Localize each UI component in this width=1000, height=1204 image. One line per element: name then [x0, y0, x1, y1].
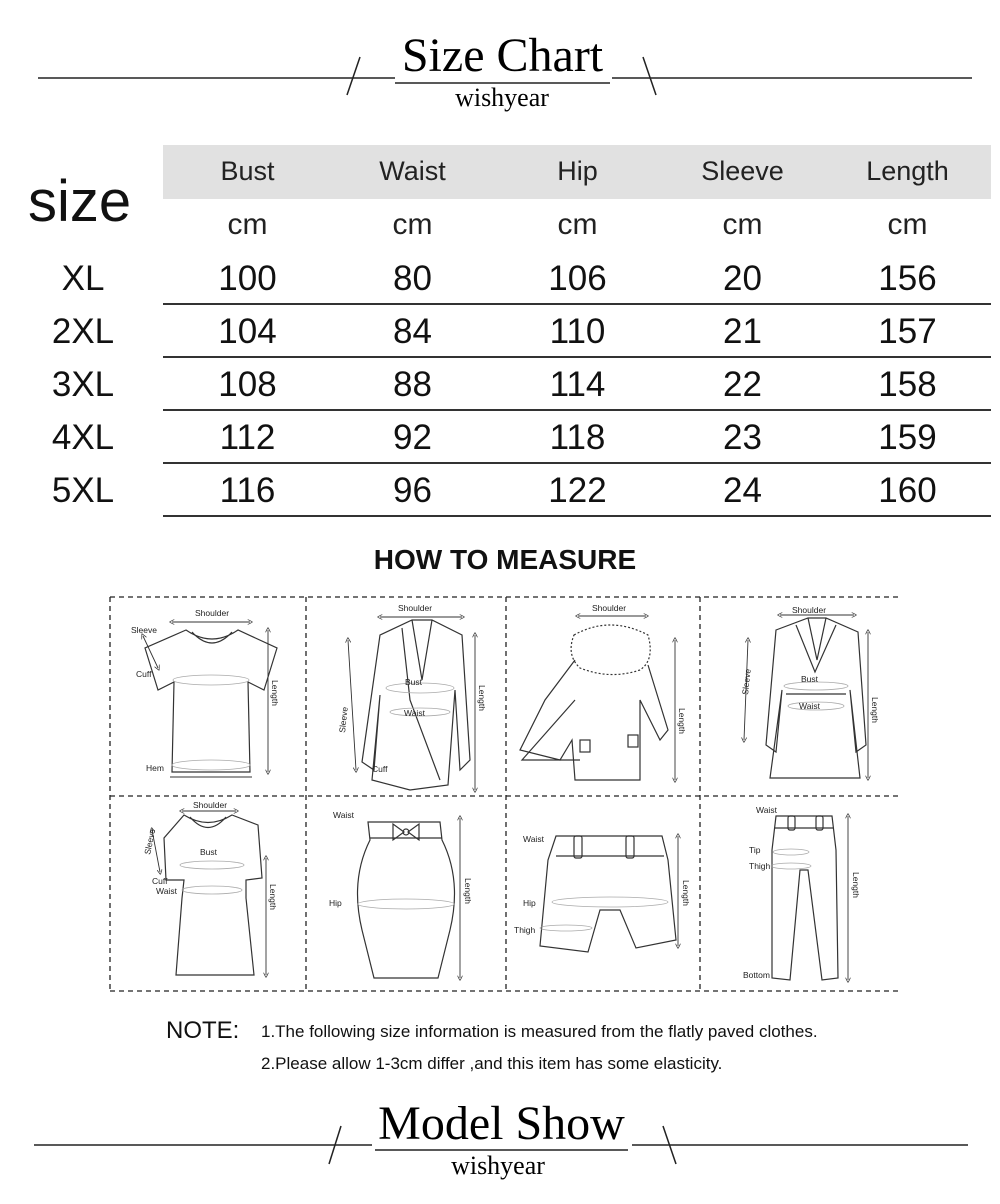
tshirt-diagram	[143, 622, 277, 777]
blazer-diagram	[348, 617, 475, 790]
column-header-bust: Bust	[220, 156, 275, 186]
label-waist: Waist	[799, 701, 820, 711]
trousers-diagram	[771, 816, 848, 980]
cell-length: 157	[878, 312, 937, 351]
cell-bust: 100	[218, 259, 277, 298]
label-waist: Waist	[156, 886, 177, 896]
unit-length: cm	[887, 208, 928, 241]
label-length: Length	[851, 872, 861, 898]
unit-bust: cm	[227, 208, 268, 241]
label-shoulder: Shoulder	[398, 603, 433, 613]
row-size-label: 3XL	[51, 365, 115, 404]
label-hip: Hip	[329, 898, 342, 908]
cell-bust: 108	[218, 365, 277, 404]
cell-waist: 92	[393, 418, 432, 457]
cell-length: 160	[878, 471, 937, 510]
label-sleeve: Sleeve	[740, 668, 753, 696]
model-show-title: Model Show	[378, 1097, 625, 1150]
cell-hip: 114	[549, 365, 606, 404]
cell-hip: 106	[548, 259, 607, 298]
label-sleeve: Sleeve	[131, 625, 157, 635]
cell-sleeve: 24	[723, 471, 762, 510]
label-length: Length	[270, 680, 280, 706]
cell-bust: 104	[218, 312, 277, 351]
label-waist: Waist	[756, 805, 777, 815]
cell-length: 159	[878, 418, 937, 457]
cell-length: 158	[878, 365, 937, 404]
label-shoulder: Shoulder	[195, 608, 230, 618]
label-bottom: Bottom	[743, 970, 770, 980]
row-size-label: 5XL	[51, 471, 115, 510]
label-cuff: Cuff	[152, 876, 168, 886]
cell-bust: 116	[219, 471, 276, 510]
cell-sleeve: 23	[723, 418, 762, 457]
label-thigh: Thigh	[514, 925, 536, 935]
cell-waist: 96	[393, 471, 432, 510]
skirt-diagram	[358, 818, 461, 978]
label-hip: Hip	[523, 898, 536, 908]
label-shoulder: Shoulder	[193, 800, 228, 810]
cell-hip: 110	[549, 312, 606, 351]
brand-subtitle: wishyear	[455, 83, 549, 112]
cell-bust: 112	[219, 418, 276, 457]
size-column-label: size	[28, 169, 132, 234]
label-length: Length	[681, 880, 691, 906]
label-bust: Bust	[405, 677, 423, 687]
cell-waist: 88	[393, 365, 432, 404]
label-bust: Bust	[801, 674, 819, 684]
label-waist: Waist	[523, 834, 544, 844]
label-length: Length	[477, 685, 487, 711]
unit-hip: cm	[557, 208, 598, 241]
note-line-2: 2.Please allow 1-3cm differ ,and this item has some elasticity.	[261, 1054, 723, 1073]
cell-hip: 122	[548, 471, 607, 510]
page-title: Size Chart	[401, 29, 604, 82]
long-coat-diagram	[744, 615, 868, 778]
label-shoulder: Shoulder	[792, 605, 827, 615]
note-line-1: 1.The following size information is measured from the flatly paved clothes.	[261, 1022, 818, 1041]
note-label: NOTE:	[166, 1017, 240, 1044]
label-cuff: Cuff	[136, 669, 152, 679]
cell-sleeve: 22	[723, 365, 762, 404]
cell-hip: 118	[549, 418, 606, 457]
row-size-label: XL	[61, 259, 105, 298]
label-waist: Waist	[333, 810, 354, 820]
grid-dashed-lines	[110, 597, 900, 991]
column-header-hip: Hip	[557, 156, 598, 186]
label-length: Length	[870, 697, 880, 723]
row-size-label: 2XL	[51, 312, 115, 351]
label-length: Length	[268, 884, 278, 910]
label-tip: Tip	[749, 845, 761, 855]
label-hem: Hem	[146, 763, 164, 773]
label-sleeve: Sleeve	[337, 706, 350, 734]
unit-sleeve: cm	[722, 208, 763, 241]
fur-cape-diagram	[520, 616, 675, 780]
column-header-length: Length	[866, 156, 949, 186]
how-to-measure-title: HOW TO MEASURE	[373, 544, 637, 575]
row-size-label: 4XL	[51, 418, 115, 457]
label-sleeve: Sleeve	[142, 827, 158, 856]
cell-length: 156	[878, 259, 937, 298]
label-length: Length	[677, 708, 687, 734]
footer-brand-subtitle: wishyear	[451, 1151, 545, 1180]
label-shoulder: Shoulder	[592, 603, 627, 613]
cell-waist: 80	[393, 259, 432, 298]
label-length: Length	[463, 878, 473, 904]
label-cuff: Cuff	[372, 764, 388, 774]
column-header-sleeve: Sleeve	[701, 156, 784, 186]
column-header-waist: Waist	[379, 156, 446, 186]
label-bust: Bust	[200, 847, 218, 857]
cell-sleeve: 21	[723, 312, 762, 351]
cell-waist: 84	[393, 312, 432, 351]
label-thigh: Thigh	[749, 861, 771, 871]
cell-sleeve: 20	[723, 259, 762, 298]
shorts-diagram	[540, 836, 678, 952]
unit-waist: cm	[392, 208, 433, 241]
label-waist: Waist	[404, 708, 425, 718]
